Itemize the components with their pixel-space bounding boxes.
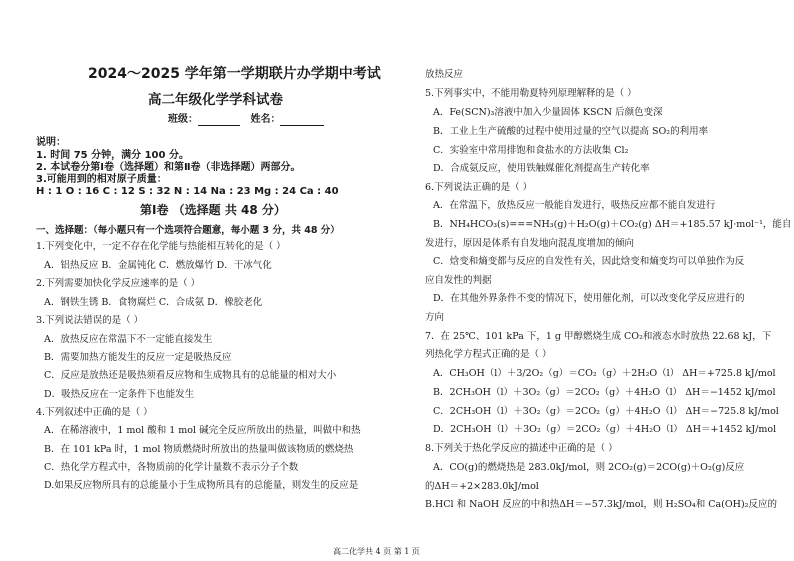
right-text-line: B．NH₄HCO₃(s)===NH₃(g)＋H₂O(g)＋CO₂(g) ΔH＝+185.57 kJ·mol⁻¹，能自 (433, 219, 792, 230)
right-text-line: B.HCl 和 NaOH 反应的中和热ΔH＝−57.3kJ/mol，则 H₂SO₄和 Ca(OH)₂反应的 (425, 499, 777, 510)
right-text-line: D．在其他外界条件不变的情况下，使用催化剂，可以改变化学反应进行的 (433, 293, 745, 304)
note-1: 1. 时间 75 分钟，满分 100 分。 (36, 150, 189, 161)
left-text-line: 1.下列变化中，一定不存在化学能与热能相互转化的是（ ） (36, 241, 286, 252)
right-text-line: C．焓变和熵变都与反应的自发性有关，因此焓变和熵变均可以单独作为反 (433, 256, 745, 267)
right-text-line: C．2CH₃OH（l）＋3O₂（g）＝2CO₂（g）＋4H₂O（l） ΔH＝−725.8 kJ/mol (433, 406, 779, 417)
left-text-line: C．反应是放热还是吸热须看反应物和生成物具有的总能量的相对大小 (44, 370, 337, 381)
left-text-line: A．钢铁生锈 B．食物腐烂 C．合成氨 D．橡胶老化 (44, 297, 263, 308)
right-text-line: 方向 (425, 312, 445, 323)
left-text-line: C．热化学方程式中，各物质前的化学计量数不表示分子个数 (44, 462, 299, 473)
left-text-line: A．放热反应在常温下不一定能直接发生 (44, 334, 213, 345)
notes-title: 说明： (36, 137, 66, 148)
right-text-line: 7．在 25℃、101 kPa 下，1 g 甲醇燃烧生成 CO₂和液态水时放热 22.68 kJ，下 (425, 331, 772, 342)
right-text-line: A．在常温下，放热反应一般能自发进行，吸热反应都不能自发进行 (433, 200, 716, 211)
left-text-line: D.如果反应物所具有的总能量小于生成物所具有的总能量，则发生的反应是 (44, 480, 359, 491)
section1-title: 一、选择题：（每小题只有一个选项符合题意，每小题 3 分，共 48 分） (36, 225, 340, 236)
right-text-line: A．CH₃OH（l）＋3/2O₂（g）＝CO₂（g）＋2H₂O（l） ΔH＝+725.8 kJ/mol (433, 368, 776, 379)
right-text-line: 发进行，原因是体系有自发地向混乱度增加的倾向 (425, 238, 635, 249)
right-text-line: B．2CH₃OH（l）＋3O₂（g）＝2CO₂（g）＋4H₂O（l） ΔH＝−1452 kJ/mol (433, 387, 776, 398)
right-text-line: 的ΔH＝+2×283.0kJ/mol (425, 481, 539, 492)
right-text-line: 列热化学方程式正确的是（ ） (425, 349, 552, 360)
note-2: 2. 本试卷分第Ⅰ卷（选择题）和第Ⅱ卷（非选择题）两部分。 (36, 162, 301, 173)
class-field[interactable] (198, 115, 240, 126)
atomic-masses: H : 1 O : 16 C : 12 S : 32 N : 14 Na : 23 Mg : 24 Ca : 40 (36, 186, 339, 197)
subject-title: 高二年级化学学科试卷 (148, 92, 283, 108)
right-text-line: D．合成氨反应，使用铁触媒催化剂提高生产转化率 (433, 163, 650, 174)
student-info (168, 113, 324, 126)
left-text-line: 2.下列需要加快化学反应速率的是（ ） (36, 278, 201, 289)
note-3: 3.可能用到的相对原子质量： (36, 174, 167, 185)
page-footer: 高二化学共 4 页 第 1 页 (333, 547, 420, 556)
left-text-line: B．在 101 kPa 时，1 mol 物质燃烧时所放出的热量叫做该物质的燃烧热 (44, 444, 354, 455)
right-text-line: C．实验室中常用排饱和食盐水的方法收集 Cl₂ (433, 145, 629, 156)
right-text-line: A．CO(g)的燃烧热是 283.0kJ/mol，则 2CO₂(g)＝2CO(g)＋O₂(g)反应 (433, 462, 745, 473)
name-label: 姓名： (250, 114, 281, 125)
left-text-line: A．在稀溶液中，1 mol 酸和 1 mol 碱完全反应所放出的热量，叫做中和热 (44, 425, 361, 436)
left-text-line: A．铝热反应 B．金属钝化 C．燃放爆竹 D．干冰气化 (44, 260, 272, 271)
right-text-line: A．Fe(SCN)₃溶液中加入少量固体 KSCN 后颜色变深 (433, 107, 663, 118)
left-text-line: 3.下列说法错误的是（ ） (36, 315, 144, 326)
part1-title: 第Ⅰ卷 （选择题 共 48 分） (140, 203, 286, 217)
right-text-line: B．工业上生产硫酸的过程中使用过量的空气以提高 SO₂的利用率 (433, 126, 709, 137)
right-text-line: 8.下列关于热化学反应的描述中正确的是（ ） (425, 443, 618, 454)
left-text-line: B．需要加热方能发生的反应一定是吸热反应 (44, 352, 232, 363)
name-field[interactable] (280, 115, 324, 126)
left-text-line: 4.下列叙述中正确的是（ ） (36, 407, 153, 418)
right-text-line: 应自发性的判据 (425, 275, 492, 286)
right-text-line: 放热反应 (425, 69, 464, 80)
right-text-line: 6.下列说法正确的是（ ） (425, 182, 533, 193)
exam-title: 2024～2025 学年第一学期联片办学期中考试 (88, 66, 381, 82)
right-text-line: D．2CH₃OH（l）＋3O₂（g）＝2CO₂（g）＋4H₂O（l） ΔH＝+1452 kJ/mol (433, 424, 777, 435)
class-label: 班级： (168, 114, 198, 125)
left-text-line: D．吸热反应在一定条件下也能发生 (44, 389, 195, 400)
right-text-line: 5.下列事实中，不能用勒夏特列原理解释的是（ ） (425, 88, 637, 99)
